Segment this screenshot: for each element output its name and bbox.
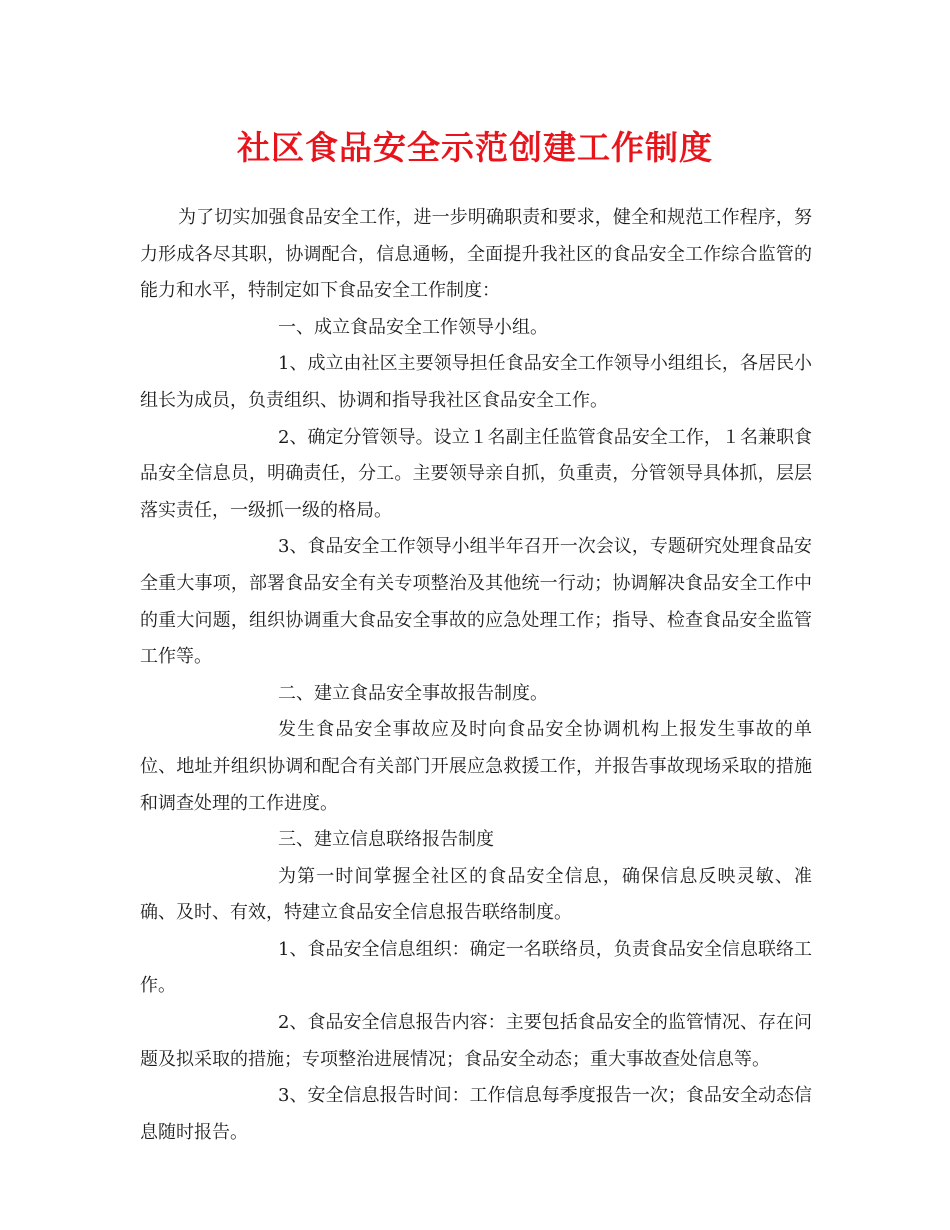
- paragraph: 2、确定分管领导。设立１名副主任监管食品安全工作，１名兼职食品安全信息员，明确责任，分工。主要领导亲自抓，负重责，分管领导具体抓，层层落实责任，一级抓一级的格局。: [140, 426, 812, 521]
- paragraph: 二、建立食品安全事故报告制度。: [278, 682, 548, 704]
- paragraph: 为了切实加强食品安全工作，进一步明确职责和要求，健全和规范工作程序，努力形成各尽其职，协调配合，信息通畅，全面提升我社区的食品安全工作综合监管的能力和水平，特制定如下食品安全工作制度：: [140, 207, 812, 302]
- paragraph: 1、食品安全信息组织：确定一名联络员，负责食品安全信息联络工作。: [140, 938, 812, 997]
- paragraph: 1、成立由社区主要领导担任食品安全工作领导小组组长，各居民小组长为成员，负责组织、协调和指导我社区食品安全工作。: [140, 353, 812, 411]
- document-title: 社区食品安全示范创建工作制度: [237, 128, 713, 167]
- paragraph: 3、食品安全工作领导小组半年召开一次会议，专题研究处理食品安全重大事项，部署食品安全有关专项整治及其他统一行动；协调解决食品安全工作中的重大问题，组织协调重大食品安全事故的应急处理工作；指导、检查食品安全监管工作等。: [140, 536, 812, 668]
- paragraph: 2、食品安全信息报告内容：主要包括食品安全的监管情况、存在问题及拟采取的措施；专项整治进展情况；食品安全动态；重大事故查处信息等。: [140, 1012, 812, 1070]
- document-body: [140, 200, 812, 1151]
- paragraph: 一、成立食品安全工作领导小组。: [278, 316, 548, 338]
- paragraph: 三、建立信息联络报告制度: [278, 829, 494, 851]
- paragraph: 发生食品安全事故应及时向食品安全协调机构上报发生事故的单位、地址并组织协调和配合有关部门开展应急救援工作，并报告事故现场采取的措施和调查处理的工作进度。: [140, 719, 812, 814]
- paragraph: 3、安全信息报告时间：工作信息每季度报告一次；食品安全动态信息随时报告。: [140, 1085, 812, 1143]
- paragraph: 为第一时间掌握全社区的食品安全信息，确保信息反映灵敏、准确、及时、有效，特建立食品安全信息报告联络制度。: [140, 865, 812, 924]
